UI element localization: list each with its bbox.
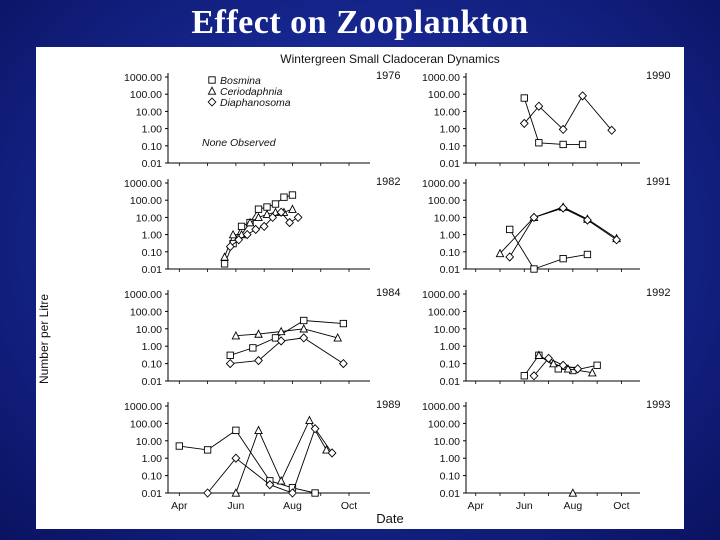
panel-year-label: 1993 — [646, 399, 671, 411]
panel-year-label: 1989 — [376, 399, 401, 411]
point-bosmina — [536, 140, 542, 146]
point-diaphanosoma — [252, 225, 260, 233]
point-diaphanosoma — [294, 213, 302, 221]
series-line-diaphanosoma — [524, 96, 611, 130]
panel-year-label: 1992 — [646, 287, 671, 299]
y-tick-label: 1000.00 — [124, 72, 162, 84]
x-tick-label: Aug — [563, 500, 583, 512]
point-bosmina — [560, 255, 566, 261]
y-tick-label: 1.00 — [141, 341, 162, 354]
point-bosmina — [560, 141, 566, 147]
panel-year-label: 1990 — [646, 70, 671, 82]
y-tick-label: 0.01 — [439, 376, 460, 388]
y-tick-label: 100.00 — [129, 306, 162, 319]
point-bosmina — [233, 427, 239, 433]
x-tick-label: Jun — [515, 500, 533, 512]
y-tick-label: 10.00 — [433, 435, 460, 448]
point-bosmina — [340, 320, 346, 326]
panel-1992 — [422, 287, 670, 388]
point-ceriodaphnia — [306, 417, 313, 424]
point-bosmina — [594, 362, 600, 368]
y-tick-label: 1000.00 — [422, 72, 460, 84]
y-tick-label: 1.00 — [141, 229, 162, 242]
series-line-ceriodaphnia — [500, 207, 617, 253]
y-tick-label: 10.00 — [135, 435, 162, 448]
panel-1990 — [422, 70, 670, 170]
point-bosmina — [264, 204, 270, 210]
point-bosmina — [227, 352, 233, 358]
y-tick-label: 1.00 — [439, 123, 460, 136]
point-diaphanosoma — [506, 253, 514, 261]
point-bosmina — [579, 141, 585, 147]
point-bosmina — [221, 261, 227, 267]
y-tick-label: 1.00 — [141, 453, 162, 466]
point-bosmina — [204, 447, 210, 453]
panel-1989 — [124, 399, 400, 512]
y-tick-label: 10.00 — [433, 323, 460, 336]
panel-1993 — [422, 399, 670, 512]
y-tick-label: 10.00 — [433, 106, 460, 119]
y-tick-label: 1.00 — [439, 341, 460, 354]
y-tick-label: 0.01 — [439, 158, 460, 170]
y-tick-label: 0.10 — [141, 470, 162, 483]
y-tick-label: 1000.00 — [124, 178, 162, 190]
legend-label-ceriodaphnia: Ceriodaphnia — [220, 86, 283, 98]
point-diaphanosoma — [226, 360, 234, 368]
panels-group — [124, 70, 670, 512]
point-bosmina — [531, 266, 537, 272]
panel-1982 — [124, 176, 400, 276]
point-diaphanosoma — [300, 334, 308, 342]
y-tick-label: 0.10 — [141, 246, 162, 259]
panel-note: None Observed — [202, 136, 276, 149]
panel-year-label: 1984 — [376, 287, 401, 299]
y-tick-label: 0.10 — [439, 140, 460, 153]
slide-title: Effect on Zooplankton — [191, 4, 529, 41]
legend-marker-bosmina — [209, 77, 215, 83]
x-tick-label: Oct — [613, 500, 630, 512]
point-bosmina — [507, 226, 513, 232]
point-bosmina — [521, 373, 527, 379]
point-bosmina — [176, 443, 182, 449]
legend-label-diaphanosoma: Diaphanosoma — [220, 97, 291, 109]
y-tick-label: 1.00 — [439, 453, 460, 466]
series-line-bosmina — [510, 229, 588, 269]
y-tick-label: 100.00 — [129, 89, 162, 102]
y-tick-label: 10.00 — [135, 323, 162, 336]
y-tick-label: 1000.00 — [124, 289, 162, 301]
y-tick-label: 10.00 — [433, 212, 460, 225]
y-tick-label: 1000.00 — [124, 401, 162, 413]
y-tick-label: 0.10 — [141, 140, 162, 153]
point-diaphanosoma — [328, 449, 336, 457]
x-tick-label: Aug — [283, 500, 302, 512]
point-bosmina — [272, 201, 278, 207]
y-tick-label: 0.10 — [439, 246, 460, 259]
point-bosmina — [521, 95, 527, 101]
x-tick-label: Apr — [467, 500, 484, 512]
series-line-bosmina — [524, 98, 582, 144]
y-tick-label: 1000.00 — [422, 178, 460, 190]
y-tick-label: 0.01 — [141, 264, 162, 276]
y-tick-label: 100.00 — [427, 306, 460, 319]
y-tick-label: 0.01 — [439, 264, 460, 276]
panel-year-label: 1976 — [376, 70, 401, 82]
point-ceriodaphnia — [300, 325, 307, 332]
y-tick-label: 10.00 — [135, 212, 162, 225]
y-tick-label: 0.10 — [141, 358, 162, 371]
point-diaphanosoma — [340, 360, 348, 368]
y-tick-label: 10.00 — [135, 106, 162, 119]
y-tick-label: 0.10 — [439, 470, 460, 483]
point-ceriodaphnia — [255, 427, 262, 434]
y-tick-label: 100.00 — [427, 418, 460, 431]
point-bosmina — [584, 251, 590, 257]
x-tick-label: Apr — [171, 500, 188, 512]
series-line-ceriodaphnia — [236, 329, 338, 338]
legend-label-bosmina: Bosmina — [220, 75, 261, 87]
point-bosmina — [301, 317, 307, 323]
y-tick-label: 1.00 — [439, 229, 460, 242]
x-tick-label: Jun — [227, 500, 245, 512]
y-tick-label: 1000.00 — [422, 401, 460, 413]
chart-title: Wintergreen Small Cladoceran Dynamics — [280, 52, 500, 66]
point-bosmina — [312, 490, 318, 496]
y-tick-label: 0.01 — [439, 488, 460, 500]
panel-1984 — [124, 287, 400, 388]
panel-1991 — [422, 176, 670, 276]
series-line-diaphanosoma — [510, 208, 617, 257]
legend — [208, 75, 291, 109]
y-tick-label: 0.01 — [141, 376, 162, 388]
point-bosmina — [289, 192, 295, 198]
y-axis-label: Number per Litre — [37, 293, 51, 385]
y-tick-label: 1000.00 — [422, 289, 460, 301]
series-line-bosmina — [230, 320, 343, 355]
point-ceriodaphnia — [255, 214, 262, 221]
point-bosmina — [238, 223, 244, 229]
y-axis-label-wrap — [34, 282, 54, 402]
chart-figure — [36, 47, 684, 529]
panel-year-label: 1991 — [646, 176, 671, 188]
x-tick-label: Oct — [340, 500, 358, 512]
y-tick-label: 0.01 — [141, 158, 162, 170]
y-tick-label: 100.00 — [427, 89, 460, 102]
y-tick-label: 100.00 — [129, 418, 162, 431]
series-line-diaphanosoma — [230, 338, 343, 364]
point-bosmina — [255, 206, 261, 212]
point-bosmina — [250, 345, 256, 351]
chart-svg — [36, 47, 684, 529]
y-tick-label: 100.00 — [129, 195, 162, 208]
panel-1976 — [124, 70, 400, 170]
y-tick-label: 100.00 — [427, 195, 460, 208]
point-bosmina — [281, 194, 287, 200]
point-diaphanosoma — [559, 204, 567, 212]
point-ceriodaphnia — [289, 205, 296, 212]
legend-marker-diaphanosoma — [208, 98, 216, 106]
x-axis-label: Date — [376, 511, 404, 526]
panel-year-label: 1982 — [376, 176, 401, 188]
legend-marker-ceriodaphnia — [208, 87, 215, 94]
y-tick-label: 1.00 — [141, 123, 162, 136]
y-tick-label: 0.10 — [439, 358, 460, 371]
point-ceriodaphnia — [278, 477, 285, 484]
y-tick-label: 0.01 — [141, 488, 162, 500]
